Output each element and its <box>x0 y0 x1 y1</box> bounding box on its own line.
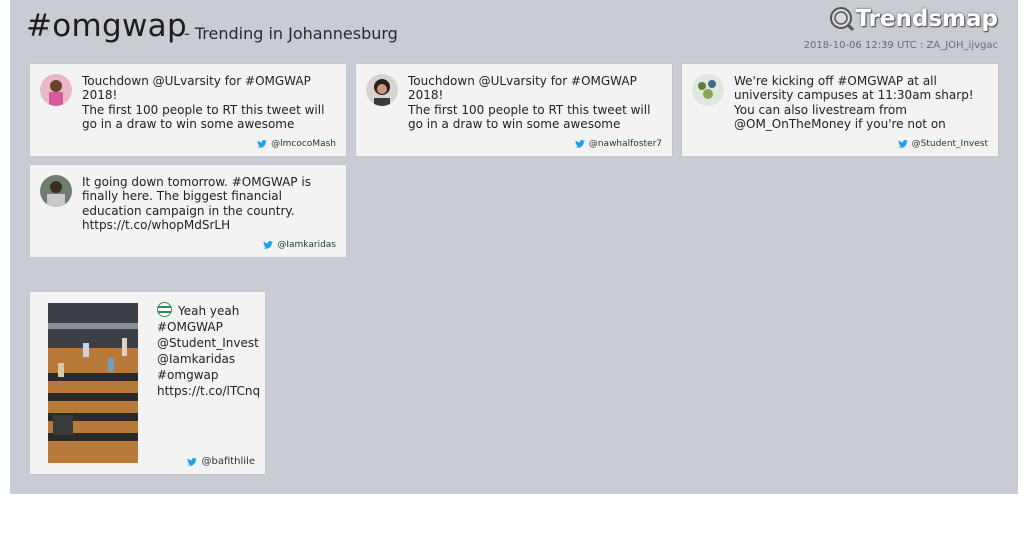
trendsmap-logo-text: Trendsmap <box>855 6 998 32</box>
hashtag-title[interactable]: #omgwap <box>26 8 187 44</box>
tweet-line <box>157 302 263 319</box>
tweet-handle[interactable] <box>263 240 336 250</box>
handle-label: @Student_Invest <box>911 139 988 149</box>
avatar[interactable] <box>40 175 72 207</box>
trend-panel <box>10 0 1018 494</box>
tweet-line: #omgwap <box>157 368 219 382</box>
tweet-handle[interactable] <box>187 456 255 467</box>
handle-label: @lmcocoMash <box>271 139 336 149</box>
twitter-bird-icon <box>187 458 197 466</box>
avatar[interactable] <box>40 74 72 106</box>
location-subtitle: - Trending in Johannesburg <box>184 24 398 43</box>
timestamp-meta: 2018-10-06 12:39 UTC : ZA_JOH_ijvgac <box>803 40 998 51</box>
avatar[interactable] <box>692 74 724 106</box>
tweet-text: We're kicking off #OMGWAP at all university campuses at 11:30am sharp! You can also livestream from @OM_OnTheMoney if you're not on <box>734 74 974 131</box>
tweet-handle[interactable] <box>575 139 662 149</box>
tweet-line: #OMGWAP <box>157 320 223 334</box>
tweet-line: https://t.co/lTCnq <box>157 384 261 398</box>
tweet-line-text: Yeah yeah <box>178 304 240 318</box>
tweet-card[interactable] <box>682 64 998 156</box>
tweet-card[interactable] <box>356 64 672 156</box>
photo-tweet-text <box>157 302 263 399</box>
handle-label: @nawhalfoster7 <box>588 139 662 149</box>
twitter-bird-icon <box>257 140 267 148</box>
tweet-text: It going down tomorrow. #OMGWAP is finally here. The biggest financial education campaign in the country. https://t.co/whopMdSrLH <box>82 175 311 232</box>
avatar[interactable] <box>366 74 398 106</box>
handle-label: @Iamkaridas <box>277 240 336 250</box>
twitter-bird-icon <box>898 140 908 148</box>
tweet-card[interactable] <box>30 165 346 257</box>
tweet-handle[interactable] <box>898 139 988 149</box>
handle-label: @bafithlile <box>201 456 255 467</box>
tweet-card[interactable] <box>30 64 346 156</box>
tweet-text: Touchdown @ULvarsity for #OMGWAP 2018! The first 100 people to RT this tweet will go in a draw to win some awesome <box>82 74 325 131</box>
tweet-handle[interactable] <box>257 139 336 149</box>
globe-icon <box>157 302 172 317</box>
photo-tweet-card[interactable] <box>30 292 265 474</box>
tweet-line: @Student_Invest <box>157 336 259 350</box>
twitter-bird-icon <box>263 241 273 249</box>
tweet-text: Touchdown @ULvarsity for #OMGWAP 2018! The first 100 people to RT this tweet will go in a draw to win some awesome <box>408 74 651 131</box>
trendsmap-logo-icon <box>829 6 855 32</box>
twitter-bird-icon <box>575 140 585 148</box>
tweet-line: @Iamkaridas <box>157 352 236 366</box>
trendsmap-logo[interactable] <box>829 6 998 32</box>
tweet-photo[interactable] <box>48 303 138 463</box>
